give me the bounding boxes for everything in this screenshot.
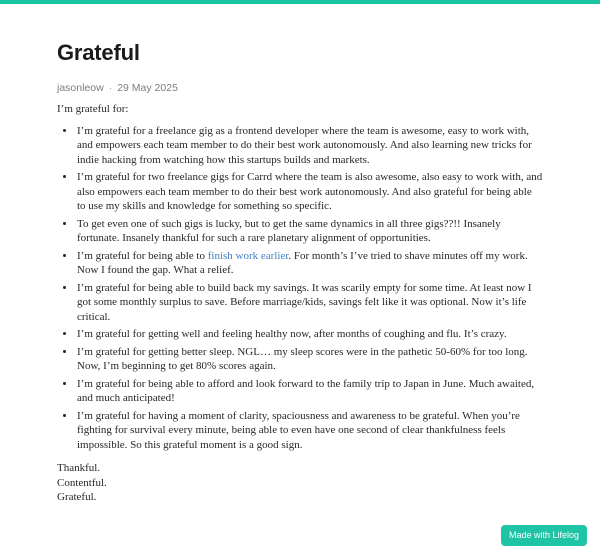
list-item: • I’m grateful for getting well and feeling healthy now, after months of coughing and flu. It’s crazy. — [76, 327, 543, 342]
byline-separator: · — [108, 82, 113, 94]
list-item: • To get even one of such gigs is lucky, but to get the same dynamics in all three gigs??!! Insanely fortunate. Insanely thankful for such a rare planetary alignment of opportunities. — [76, 217, 543, 246]
closing-paragraph — [57, 461, 543, 505]
post-content — [0, 4, 600, 505]
finish-work-earlier-link[interactable]: finish work earlier — [207, 249, 289, 262]
list-item-text: . For month’s I’ve tried to shave minutes off my work. Now I found the gap. What a relief. — [77, 249, 528, 276]
byline — [57, 82, 543, 94]
list-item: • I’m grateful for getting better sleep. NGL… my sleep scores were in the pathetic 50-60% for too long. Now, I’m beginning to get 80% scores again. — [76, 345, 543, 374]
author-name: jasonleow — [57, 82, 104, 94]
list-item-text: I’m grateful for being able to — [77, 249, 208, 262]
gratitude-list — [57, 124, 543, 453]
closing-line: Grateful. — [57, 491, 97, 503]
list-item: • I’m grateful for being able to build back my savings. It was scarily empty for some time. At least now I got some monthly surplus to save. Before marriage/kids, savings felt like it was optional. Now it’s life critical. — [76, 281, 543, 325]
list-item: • I’m grateful for having a moment of clarity, spaciousness and awareness to be grateful. When you’re fighting for survival every minute, being able to even have one second of clear thankfulness feels impossible. So this grateful moment is a good sign. — [76, 409, 543, 453]
closing-line: Contentful. — [57, 476, 107, 489]
list-item: • I’m grateful for two freelance gigs for Carrd where the team is also awesome, also easy to work with, and also empowers each team member to do their best work autonomously. And also grateful for being able to use my skills and knowledge for something so specific. — [76, 170, 543, 214]
intro-paragraph: I’m grateful for: — [57, 103, 129, 115]
list-item: • I’m grateful for being able to afford and look forward to the family trip to Japan in June. Much awaited, and much anticipated! — [76, 377, 543, 406]
list-item: • I’m grateful for a freelance gig as a frontend developer where the team is awesome, easy to work with, and empowers each team member to do their best work autonomously. And also learning new tricks for indie hacking from watching how this startups builds and markets. — [76, 124, 543, 168]
post-date: 29 May 2025 — [117, 82, 178, 94]
page-title: Grateful — [57, 40, 140, 65]
closing-line: Thankful. — [57, 462, 101, 474]
made-with-lifelog-badge[interactable]: Made with Lifelog — [501, 525, 587, 546]
list-item — [76, 249, 543, 278]
